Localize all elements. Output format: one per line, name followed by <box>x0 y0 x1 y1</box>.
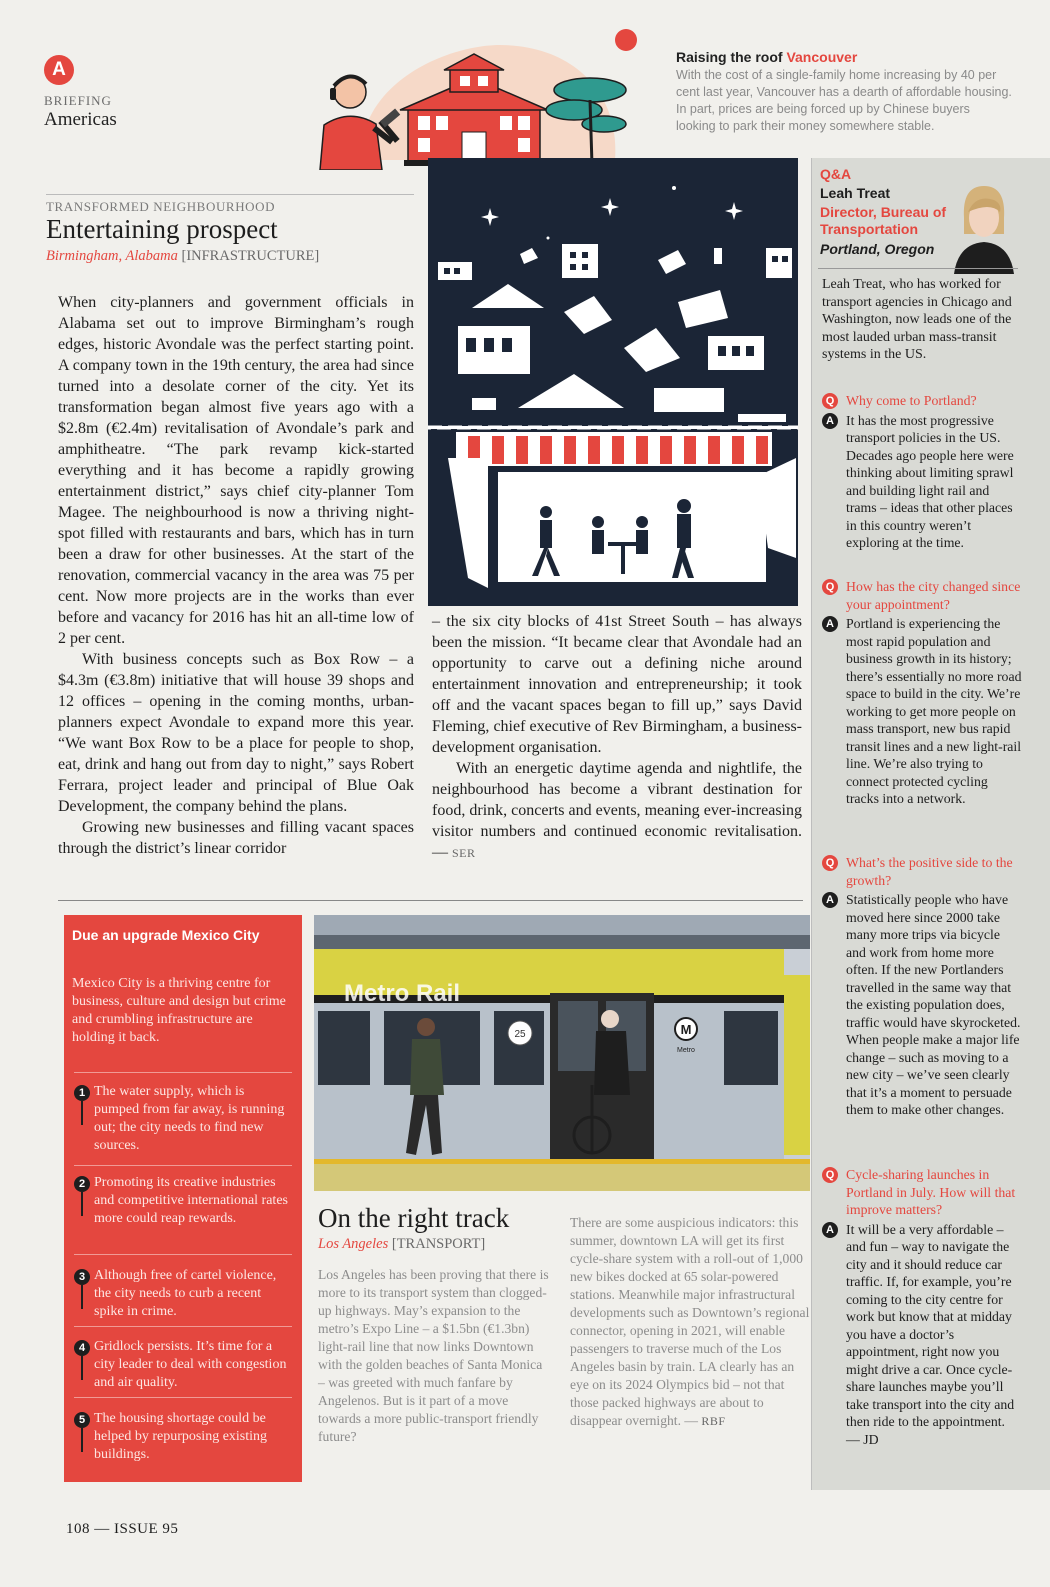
question <box>822 854 1022 889</box>
article-column-1 <box>58 292 414 859</box>
route-badge <box>508 1021 532 1045</box>
la-column-1: Los Angeles has been proving that there is more to its transport system than clogged-up highways. May’s expansion to the metro’s Expo Line – a $1.5bn (€1.3bn) light-rail line that now links Downtown with the golden beaches of Santa Monica – was greeted with much fanfare by Angelenos. But is it part of a move towards a more public-transport friendly future? <box>318 1267 549 1444</box>
raising-roof-title <box>676 49 857 65</box>
article-location: Birmingham, Alabama <box>46 248 178 264</box>
tick-line <box>81 1192 83 1216</box>
sun-icon <box>615 29 637 51</box>
list-item-text: Although free of cartel violence, the city needs to curb a recent spike in crime. <box>94 1268 277 1319</box>
metro-logo-letter: M <box>680 1022 692 1037</box>
tick-line <box>81 1356 83 1380</box>
question-text: How has the city changed since your appointment? <box>846 579 1021 612</box>
question-text: Cycle-sharing launches in Portland in July. How will that improve matters? <box>846 1167 1016 1217</box>
kicker-rule <box>46 194 414 195</box>
interviewee-city: Portland, Oregon <box>820 241 935 257</box>
answer-text: It has the most progressive transport policies in the US. Decades ago people here were thinking about limiting sprawl and building light rail and trams – ideas that other places in this country weren’t exploring at the time. <box>846 412 1014 550</box>
answer <box>822 891 1022 1119</box>
answer-text: Portland is experiencing the most rapid population and business growth in its history; there’s essentially no more road space to build in the city. We’re working to get more people on mass transport, new bus rapid transit lines and a new light-rail line. We’re also trying to connect protected cycling tracks into a network. <box>846 616 1022 806</box>
article-headline: Entertaining prospect <box>46 214 278 244</box>
number-badge: 4 <box>74 1340 90 1356</box>
raising-roof-place: Vancouver <box>786 49 858 65</box>
mexico-box-intro: Mexico City is a thriving centre for business, culture and design but crime and crumbling infrastructure are holding it back. <box>72 976 286 1045</box>
article-location-line <box>46 248 319 265</box>
interviewee-role: Director, Bureau of Transportation <box>820 204 947 237</box>
mexico-list-item <box>74 1083 290 1155</box>
list-item-text: The water supply, which is pumped from far away, is running out; the city needs to find new sources. <box>94 1084 285 1153</box>
route-badge-number: 25 <box>514 1029 526 1040</box>
metro-logo-word: Metro <box>677 1047 695 1054</box>
section-label: BRIEFING <box>44 93 112 108</box>
question-icon: Q <box>822 1167 838 1183</box>
metro-rail-text: Metro Rail <box>344 980 461 1007</box>
article-kicker: TRANSFORMED NEIGHBOURHOOD <box>46 199 276 214</box>
mexico-box-title: Due an upgrade Mexico City <box>72 927 260 943</box>
answer-icon: A <box>822 892 838 908</box>
author-signature: SER <box>452 846 476 860</box>
mexico-list-item <box>74 1267 290 1321</box>
article-paragraph: When city-planners and government officials in Alabama set out to improve Birmingham’s rough edges, historic Avondale was the perfect starting point. A company town in the 19th century, the area had since turned into a desolate corner of the city. Yet its transformation began almost five years ago with a $2.8m (€2.4m) revitalisation of Avondale’s park and amphitheatre. “The park revamp kick-started everything and it has become a rapidly growing entertainment district,” says chief city-planner Tom Magee. The neighbourhood is now a thriving night-spot filled with restaurants and bars, which has in turn been a draw for other businesses. At the start of the renovation, commercial vacancy in the area was 75 per cent. Now more projects are in the works than ever before and vacancy for 2016 has hit an all-time low of 2 per cent. <box>58 294 414 647</box>
mexico-list-item <box>74 1174 290 1228</box>
section-divider <box>58 900 803 901</box>
list-item-text: Promoting its creative industries and competitive international rates more could reap rewards. <box>94 1175 288 1226</box>
list-item-text: The housing shortage could be helped by repurposing existing buildings. <box>94 1411 268 1462</box>
tick-line <box>81 1101 83 1125</box>
mexico-city-box <box>64 915 302 1482</box>
qa-item <box>822 392 1022 552</box>
question-icon: Q <box>822 855 838 871</box>
list-divider <box>74 1326 292 1327</box>
question-icon: Q <box>822 393 838 409</box>
qa-item <box>822 1166 1022 1448</box>
question <box>822 578 1022 613</box>
metro-logo <box>675 1018 697 1054</box>
answer-text: It will be a very affordable – and fun – way to navigate the city and it should reduce car traffic. If, for example, you’re coming to the city centre for work but know that at midday you have a doctor’s appointment, right now you might drive a car. Once cycle-share launches maybe you’ll take transport into the city and then ride to the appointment. — JD <box>846 1221 1015 1447</box>
number-badge: 5 <box>74 1412 90 1428</box>
article-paragraph: Growing new businesses and filling vacant spaces through the district’s linear corridor <box>58 819 414 857</box>
la-signature: RBF <box>701 1414 726 1428</box>
article-paragraph: With business concepts such as Box Row – a $4.3m (€3.8m) initiative that will house 39 shops and 12 offices – opening in the coming months, urban-planners expect Avondale to expand more this year. “We want Box Row to be a place for people to shop, eat, drink and hang out from day to night,” says Robert Ferrara, project leader and principal of Blue Oak Development, the company behind the plans. <box>58 651 414 815</box>
interviewee-portrait <box>950 178 1018 274</box>
number-badge: 1 <box>74 1085 90 1101</box>
answer-text: Statistically people who have moved here since 2000 take many more trips via bicycle and work from home more often. If the new Portlanders travelled in the same way that the existing population does, traffic would have skyrocketed. When people make a major life change – such as moving to a new city – we’ve seen clearly that it’s a moment to persuade them to make other changes. <box>846 892 1021 1117</box>
qa-rule <box>818 268 1018 269</box>
la-column-2-text: There are some auspicious indicators: this summer, downtown LA will get its first cycle-share system with a roll-out of 1,000 new bikes docked at 65 solar-powered stations. Meanwhile major infrastructural developments such as Downtown’s regional connector, opening in 2021, will enable passengers to traverse much of the Los Angeles basin by train. LA clearly has an eye on its 2024 Olympics bid – not that those packed highways are about to disappear overnight. — <box>570 1215 810 1428</box>
answer-icon: A <box>822 1222 838 1238</box>
list-divider <box>74 1165 292 1166</box>
car-number: 141 <box>736 994 755 1006</box>
la-column-2 <box>570 1214 810 1430</box>
list-divider <box>74 1397 292 1398</box>
list-divider <box>74 1254 292 1255</box>
article-paragraph <box>432 758 802 864</box>
article-column-2 <box>432 611 802 864</box>
question <box>822 392 1022 410</box>
answer-icon: A <box>822 616 838 632</box>
column-rule <box>811 158 812 1490</box>
la-location-line <box>318 1236 485 1253</box>
page-footer: 108 — ISSUE 95 <box>66 1521 179 1537</box>
la-headline: On the right track <box>318 1203 510 1233</box>
section-badge: A <box>44 55 74 85</box>
number-badge: 2 <box>74 1176 90 1192</box>
list-divider <box>74 1072 292 1073</box>
answer <box>822 615 1022 808</box>
answer <box>822 1221 1022 1449</box>
answer <box>822 412 1022 552</box>
avondale-illustration <box>428 158 798 606</box>
article-category: [INFRASTRUCTURE] <box>181 248 320 264</box>
mexico-list-item <box>74 1338 290 1392</box>
raising-roof-body: With the cost of a single-family home increasing by 40 per cent last year, Vancouver has a dearth of affordable housing. In part, prices are being forced up by Chinese buyers looking to park their money somewhere stable. <box>676 68 1012 133</box>
la-category: [TRANSPORT] <box>391 1236 486 1252</box>
raising-roof-heading: Raising the roof <box>676 49 783 65</box>
la-location: Los Angeles <box>318 1236 389 1252</box>
header-illustration <box>300 20 660 170</box>
tick-line <box>81 1428 83 1452</box>
question-icon: Q <box>822 579 838 595</box>
tick-line <box>81 1285 83 1309</box>
qa-item <box>822 578 1022 808</box>
mexico-list-item <box>74 1410 290 1464</box>
list-item-text: Gridlock persists. It’s time for a city leader to deal with congestion and air quality. <box>94 1339 287 1390</box>
metro-rail-photo <box>314 915 810 1191</box>
question-text: Why come to Portland? <box>846 393 977 408</box>
article-closing-text: With an energetic daytime agenda and nightlife, the neighbourhood has become a vibrant destination for food, drink, concerts and events, meaning ever-increasing visitor numbers and continued economic revitalisation. — <box>432 760 802 861</box>
question <box>822 1166 1022 1219</box>
qa-item <box>822 854 1022 1119</box>
qa-label: Q&A <box>820 166 852 182</box>
answer-icon: A <box>822 413 838 429</box>
region-label: Americas <box>44 109 117 130</box>
number-badge: 3 <box>74 1269 90 1285</box>
interviewee-name: Leah Treat <box>820 185 891 201</box>
qa-intro: Leah Treat, who has worked for transport agencies in Chicago and Washington, now leads one of the most lauded urban mass-transit systems in the US. <box>822 277 1012 362</box>
article-paragraph: – the six city blocks of 41st Street South – has always been the mission. “It became clear that Avondale had an opportunity to carve out a defining niche around entertainment innovation and entrepreneurship; it took off and the vacant spaces began to fill up,” says David Fleming, chief executive of Rev Birmingham, a business-development organisation. <box>432 613 802 756</box>
awning <box>456 432 772 466</box>
question-text: What’s the positive side to the growth? <box>846 855 1013 888</box>
